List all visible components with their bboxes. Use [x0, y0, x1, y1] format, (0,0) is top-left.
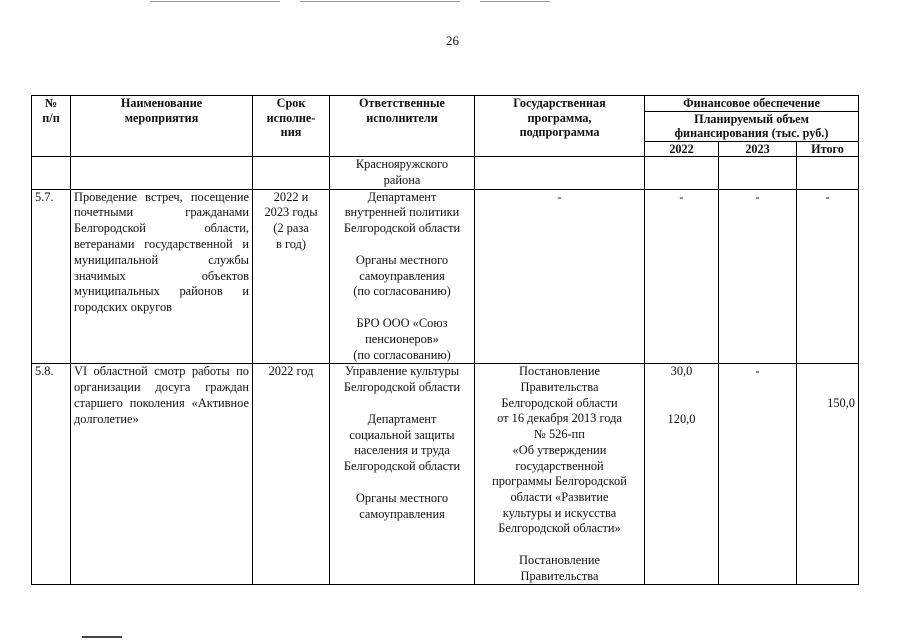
- header-total: Итого: [797, 141, 859, 157]
- cell-2022: [645, 364, 719, 585]
- cell-name: [71, 157, 253, 190]
- header-responsible: Ответственные исполнители: [330, 96, 475, 157]
- plan-table: [31, 95, 859, 585]
- header-planned: Планируемый объем финансирования (тыс. руб.): [645, 111, 859, 141]
- cell-num: [32, 157, 71, 190]
- value-total: 150,0: [827, 395, 856, 410]
- table-row-5-8: [32, 364, 859, 585]
- cell-2023: -: [719, 364, 797, 585]
- cell-num: 5.8.: [32, 364, 71, 585]
- table-row-continued: [32, 157, 859, 190]
- cell-responsible: Департамент внутренней политики Белгородской области Органы местного самоуправления (по согласованию) БРО ООО «Союз пенсионеров» (по согласованию): [330, 189, 475, 364]
- table-row-5-7: [32, 189, 859, 364]
- header-num: № п/п: [32, 96, 71, 157]
- header-term: Срок исполне- ния: [253, 96, 330, 157]
- cell-program: [475, 157, 645, 190]
- cell-2022: -: [645, 189, 719, 364]
- cell-total: [797, 157, 859, 190]
- cell-responsible: Краснояружского района: [330, 157, 475, 190]
- header-program: Государственная программа, подпрограмма: [475, 96, 645, 157]
- cell-2023: -: [719, 189, 797, 364]
- cell-name: Проведение встреч, посещение почетными гражданами Белгородской области, ветеранами государственной и муниципальной службы значимых объектов муниципальных районов и городских округов: [71, 189, 253, 364]
- cell-responsible: Управление культуры Белгородской области Департамент социальной защиты населения и труда Белгородской области Органы местного самоуправления: [330, 364, 475, 585]
- cell-program: -: [475, 189, 645, 364]
- page-number: 26: [446, 33, 459, 48]
- value-2022-a: 30,0: [670, 364, 693, 379]
- cell-total: -: [797, 189, 859, 364]
- scan-top-edge: [0, 0, 905, 4]
- cell-program: Постановление Правительства Белгородской области от 16 декабря 2013 года № 526-пп «Об утверждении государственной программы Белгородской области «Развитие культуры и искусства Белгородской области» Постановление Правительства: [475, 364, 645, 585]
- cell-num: 5.7.: [32, 189, 71, 364]
- cell-term: 2022 год: [253, 364, 330, 585]
- header-year-2022: 2022: [645, 141, 719, 157]
- cell-2023: [719, 157, 797, 190]
- header-year-2023: 2023: [719, 141, 797, 157]
- header-finance: Финансовое обеспечение: [645, 96, 859, 112]
- cell-term: 2022 и 2023 годы (2 раза в год): [253, 189, 330, 364]
- cell-2022: [645, 157, 719, 190]
- header-name: Наименование мероприятия: [71, 96, 253, 157]
- header-row-1: [32, 96, 859, 112]
- scan-bottom-mark: [82, 636, 122, 638]
- cell-total: [797, 364, 859, 585]
- value-2022-b: 120,0: [667, 411, 696, 426]
- cell-term: [253, 157, 330, 190]
- cell-name: VI областной смотр работы по организации досуга граждан старшего поколения «Активное долголетие»: [71, 364, 253, 585]
